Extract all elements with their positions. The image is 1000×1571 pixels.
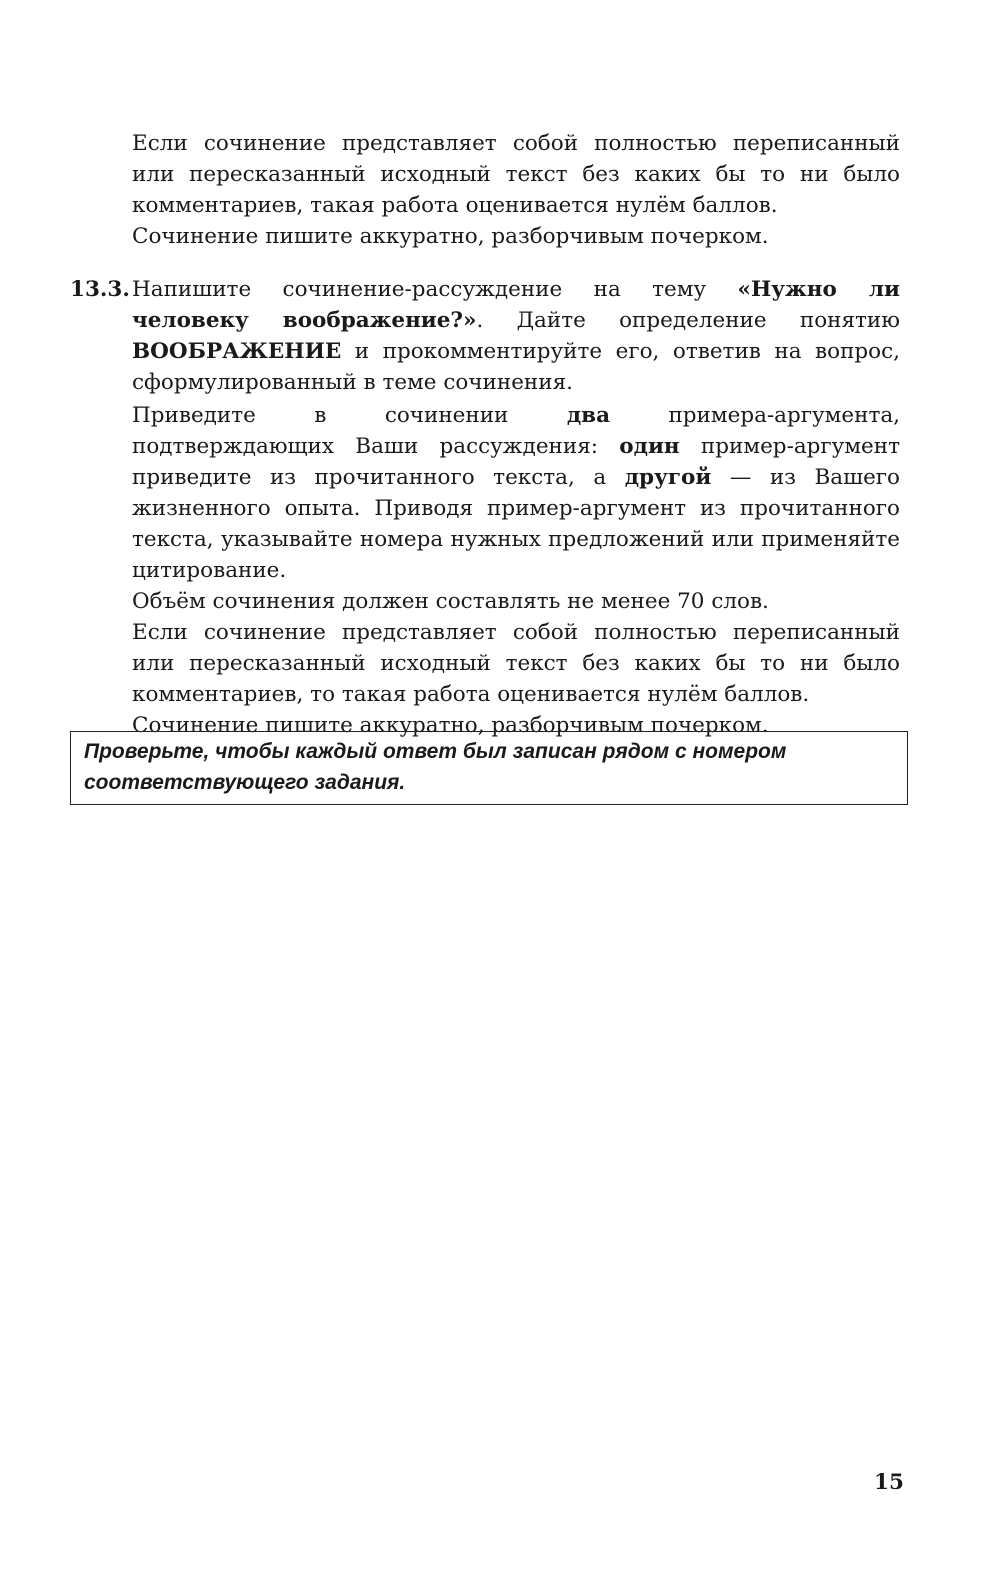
task-paragraph-arguments	[132, 400, 900, 586]
args-second: другой	[624, 465, 712, 490]
task-body	[132, 274, 900, 741]
check-answers-notice: Проверьте, чтобы каждый ответ был записан рядом с номером соответствующего задания.	[70, 731, 908, 805]
task-number: 13.3.	[70, 277, 130, 302]
task-paragraph-scoring: Если сочинение представляет собой полностью переписанный или пересказанный исходный текст без каких бы то ни было комментариев, то такая работа оценивается нулём баллов.	[132, 620, 900, 707]
args-text-a: Приведите в сочинении	[132, 403, 567, 428]
args-text-b: примера-аргумента, подтверждающих Ваши рассуждения:	[132, 403, 900, 459]
args-count: два	[566, 403, 611, 428]
essay-term: ВООБРАЖЕНИЕ	[132, 339, 342, 364]
essay-topic: «Нужно ли человеку воображение?»	[132, 277, 900, 333]
args-first: один	[619, 434, 680, 459]
task-paragraph-handwriting: Сочинение пишите аккуратно, разборчивым почерком.	[132, 713, 769, 738]
prompt-text-c: и прокомментируйте его, ответив на вопрос, сформулированный в теме сочинения.	[132, 339, 900, 395]
args-text-d: — из Вашего жизненного опыта. Приводя пример-аргумент из прочитанного текста, указывайте номера нужных предложений или применяйте цитирование.	[132, 465, 900, 583]
page-number: 15	[874, 1470, 904, 1495]
args-text-c: пример-аргумент приведите из прочитанного текста, а	[132, 434, 900, 490]
intro-paragraph-handwriting: Сочинение пишите аккуратно, разборчивым почерком.	[132, 224, 769, 249]
task-paragraph-prompt	[132, 274, 900, 398]
intro-block	[132, 128, 900, 252]
prompt-text-b: . Дайте определение понятию	[476, 308, 900, 333]
task-paragraph-length: Объём сочинения должен составлять не менее 70 слов.	[132, 589, 769, 614]
prompt-text-a: Напишите сочинение-рассуждение на тему	[132, 277, 738, 302]
intro-paragraph-scoring: Если сочинение представляет собой полностью переписанный или пересказанный исходный текст без каких бы то ни было комментариев, такая работа оценивается нулём баллов.	[132, 131, 900, 218]
